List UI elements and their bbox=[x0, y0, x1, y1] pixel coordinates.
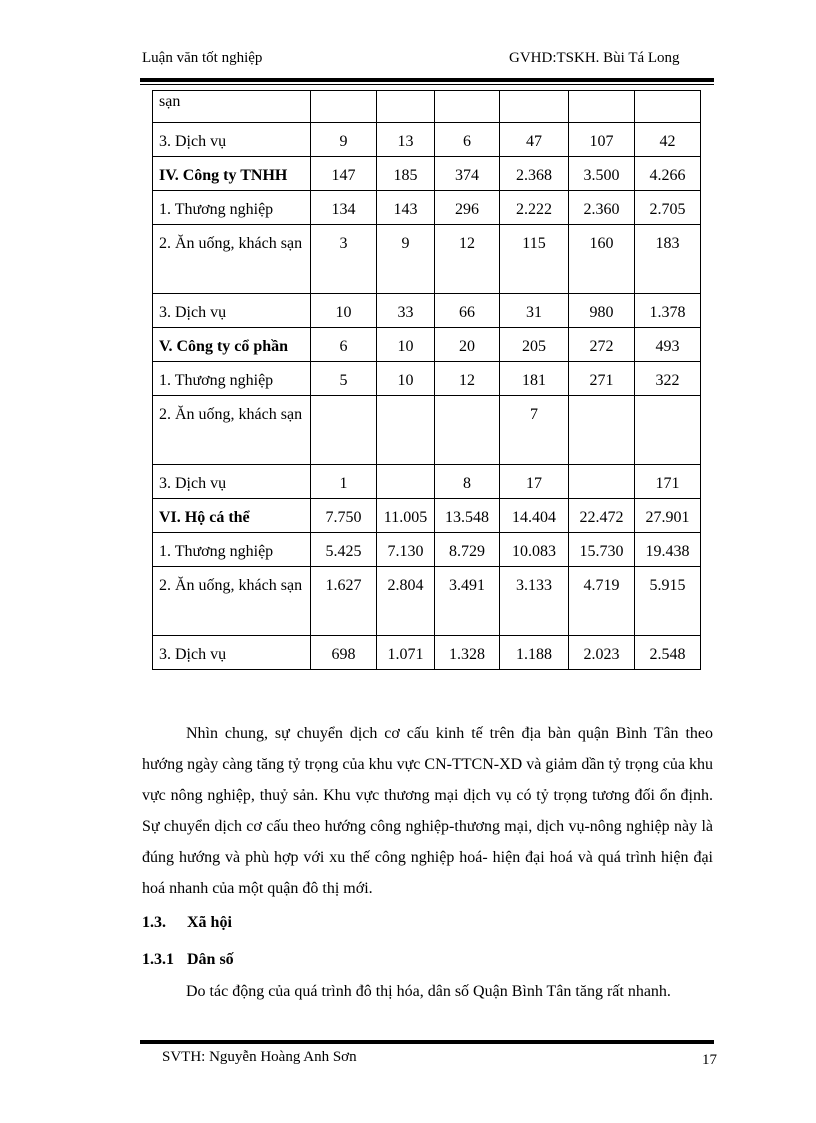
table-cell: 147 bbox=[311, 157, 377, 191]
table-cell: 47 bbox=[500, 123, 569, 157]
table-cell: 3.491 bbox=[435, 567, 500, 636]
table-row bbox=[153, 225, 701, 294]
table-cell: 10 bbox=[311, 294, 377, 328]
table-cell: 31 bbox=[500, 294, 569, 328]
table-cell: 10 bbox=[377, 362, 435, 396]
table-cell: 3.500 bbox=[569, 157, 635, 191]
table-cell: 183 bbox=[635, 225, 701, 294]
table-cell: 9 bbox=[377, 225, 435, 294]
table-cell: 20 bbox=[435, 328, 500, 362]
row-label: VI. Hộ cá thể bbox=[153, 499, 311, 533]
table-row bbox=[153, 567, 701, 636]
header-thesis-title: Luận văn tốt nghiệp bbox=[142, 50, 263, 66]
table-cell: 1.378 bbox=[635, 294, 701, 328]
table-cell: 7.130 bbox=[377, 533, 435, 567]
table-cell bbox=[377, 396, 435, 465]
table-cell: 2.222 bbox=[500, 191, 569, 225]
section-heading-society bbox=[142, 914, 232, 932]
row-label: 2. Ăn uống, khách sạn bbox=[153, 225, 311, 294]
section-title: Xã hội bbox=[187, 914, 232, 931]
table-cell: 10.083 bbox=[500, 533, 569, 567]
table-row bbox=[153, 465, 701, 499]
row-label: 1. Thương nghiệp bbox=[153, 191, 311, 225]
row-label: 3. Dịch vụ bbox=[153, 294, 311, 328]
table-cell bbox=[569, 396, 635, 465]
table-cell: 1.188 bbox=[500, 636, 569, 670]
table-cell: 7 bbox=[500, 396, 569, 465]
table-cell: 5.915 bbox=[635, 567, 701, 636]
table-cell: 4.266 bbox=[635, 157, 701, 191]
header-divider-thin bbox=[140, 84, 714, 85]
table-cell: 980 bbox=[569, 294, 635, 328]
row-label: sạn bbox=[153, 91, 311, 123]
table-cell: 1.071 bbox=[377, 636, 435, 670]
table-cell: 115 bbox=[500, 225, 569, 294]
table-cell: 6 bbox=[311, 328, 377, 362]
table-cell bbox=[635, 91, 701, 123]
table-cell bbox=[311, 396, 377, 465]
table-cell: 107 bbox=[569, 123, 635, 157]
table-row bbox=[153, 123, 701, 157]
table-cell: 6 bbox=[435, 123, 500, 157]
table-cell: 1.627 bbox=[311, 567, 377, 636]
table-row bbox=[153, 294, 701, 328]
table-cell: 493 bbox=[635, 328, 701, 362]
table-row bbox=[153, 91, 701, 123]
table-cell: 205 bbox=[500, 328, 569, 362]
table-cell: 698 bbox=[311, 636, 377, 670]
table-cell bbox=[435, 91, 500, 123]
table-cell bbox=[311, 91, 377, 123]
row-label: 3. Dịch vụ bbox=[153, 123, 311, 157]
table-cell: 42 bbox=[635, 123, 701, 157]
paragraph-summary bbox=[142, 718, 713, 904]
table-cell: 272 bbox=[569, 328, 635, 362]
table-cell: 27.901 bbox=[635, 499, 701, 533]
table-cell: 271 bbox=[569, 362, 635, 396]
paragraph-population-text: Do tác động của quá trình đô thị hóa, dân số Quận Bình Tân tăng rất nhanh. bbox=[186, 983, 671, 1000]
row-label: V. Công ty cổ phần bbox=[153, 328, 311, 362]
table-cell: 3.133 bbox=[500, 567, 569, 636]
table-cell: 5.425 bbox=[311, 533, 377, 567]
table-row bbox=[153, 533, 701, 567]
table-cell: 5 bbox=[311, 362, 377, 396]
table-cell: 322 bbox=[635, 362, 701, 396]
table-cell: 2.548 bbox=[635, 636, 701, 670]
table-cell bbox=[435, 396, 500, 465]
header-advisor: GVHD:TSKH. Bùi Tá Long bbox=[509, 50, 680, 66]
table-cell: 2.804 bbox=[377, 567, 435, 636]
table-cell: 8 bbox=[435, 465, 500, 499]
table-cell: 374 bbox=[435, 157, 500, 191]
table-cell bbox=[377, 91, 435, 123]
table-cell: 181 bbox=[500, 362, 569, 396]
row-label: 2. Ăn uống, khách sạn bbox=[153, 567, 311, 636]
row-label: 1. Thương nghiệp bbox=[153, 533, 311, 567]
table-cell: 13 bbox=[377, 123, 435, 157]
table-cell: 1 bbox=[311, 465, 377, 499]
table-cell: 12 bbox=[435, 362, 500, 396]
table-cell: 66 bbox=[435, 294, 500, 328]
statistics-table bbox=[152, 90, 701, 670]
table-cell bbox=[500, 91, 569, 123]
table-cell: 2.360 bbox=[569, 191, 635, 225]
row-label: IV. Công ty TNHH bbox=[153, 157, 311, 191]
table-row bbox=[153, 396, 701, 465]
table-cell: 13.548 bbox=[435, 499, 500, 533]
footer-divider bbox=[140, 1040, 714, 1044]
header-divider bbox=[140, 78, 714, 82]
row-label: 2. Ăn uống, khách sạn bbox=[153, 396, 311, 465]
table-cell bbox=[377, 465, 435, 499]
table-cell: 19.438 bbox=[635, 533, 701, 567]
table-row bbox=[153, 636, 701, 670]
table-cell: 11.005 bbox=[377, 499, 435, 533]
table-cell: 143 bbox=[377, 191, 435, 225]
table-cell: 9 bbox=[311, 123, 377, 157]
table-row bbox=[153, 499, 701, 533]
table-cell: 22.472 bbox=[569, 499, 635, 533]
table-cell: 7.750 bbox=[311, 499, 377, 533]
table-cell bbox=[569, 91, 635, 123]
table-cell bbox=[569, 465, 635, 499]
paragraph-population bbox=[142, 976, 713, 1007]
table-row bbox=[153, 362, 701, 396]
section-number: 1.3. bbox=[142, 914, 166, 931]
row-label: 1. Thương nghiệp bbox=[153, 362, 311, 396]
table-cell bbox=[635, 396, 701, 465]
table-cell: 10 bbox=[377, 328, 435, 362]
table-cell: 185 bbox=[377, 157, 435, 191]
table-cell: 134 bbox=[311, 191, 377, 225]
table-cell: 4.719 bbox=[569, 567, 635, 636]
table-cell: 8.729 bbox=[435, 533, 500, 567]
table-cell: 3 bbox=[311, 225, 377, 294]
subsection-number: 1.3.1 bbox=[142, 951, 174, 968]
paragraph-summary-text: Nhìn chung, sự chuyển dịch cơ cấu kinh tế trên địa bàn quận Bình Tân theo hướng ngày càng tăng tỷ trọng của khu vực CN-TTCN-XD và giảm dần tỷ trọng của khu vực nông nghiệp, thuỷ sản. Khu vực thương mại dịch vụ có tỷ trọng tương đối ổn định. Sự chuyển dịch cơ cấu theo hướng công nghiệp-thương mại, dịch vụ-nông nghiệp này là đúng hướng và phù hợp với xu thế công nghiệp hoá- hiện đại hoá và quá trình hiện đại hoá nhanh của một quận đô thị mới. bbox=[142, 725, 713, 897]
subsection-heading-population bbox=[142, 951, 234, 969]
table-cell: 160 bbox=[569, 225, 635, 294]
table-cell: 2.705 bbox=[635, 191, 701, 225]
page-number: 17 bbox=[702, 1052, 717, 1068]
table-cell: 14.404 bbox=[500, 499, 569, 533]
table-cell: 2.368 bbox=[500, 157, 569, 191]
row-label: 3. Dịch vụ bbox=[153, 636, 311, 670]
table-cell: 296 bbox=[435, 191, 500, 225]
row-label: 3. Dịch vụ bbox=[153, 465, 311, 499]
table-cell: 2.023 bbox=[569, 636, 635, 670]
table-row bbox=[153, 328, 701, 362]
table-row bbox=[153, 191, 701, 225]
table-cell: 171 bbox=[635, 465, 701, 499]
table-cell: 15.730 bbox=[569, 533, 635, 567]
footer-student-name: SVTH: Nguyễn Hoàng Anh Sơn bbox=[162, 1049, 357, 1065]
table-cell: 12 bbox=[435, 225, 500, 294]
subsection-title: Dân số bbox=[187, 951, 234, 968]
table-cell: 33 bbox=[377, 294, 435, 328]
table-row bbox=[153, 157, 701, 191]
table-cell: 1.328 bbox=[435, 636, 500, 670]
table-cell: 17 bbox=[500, 465, 569, 499]
